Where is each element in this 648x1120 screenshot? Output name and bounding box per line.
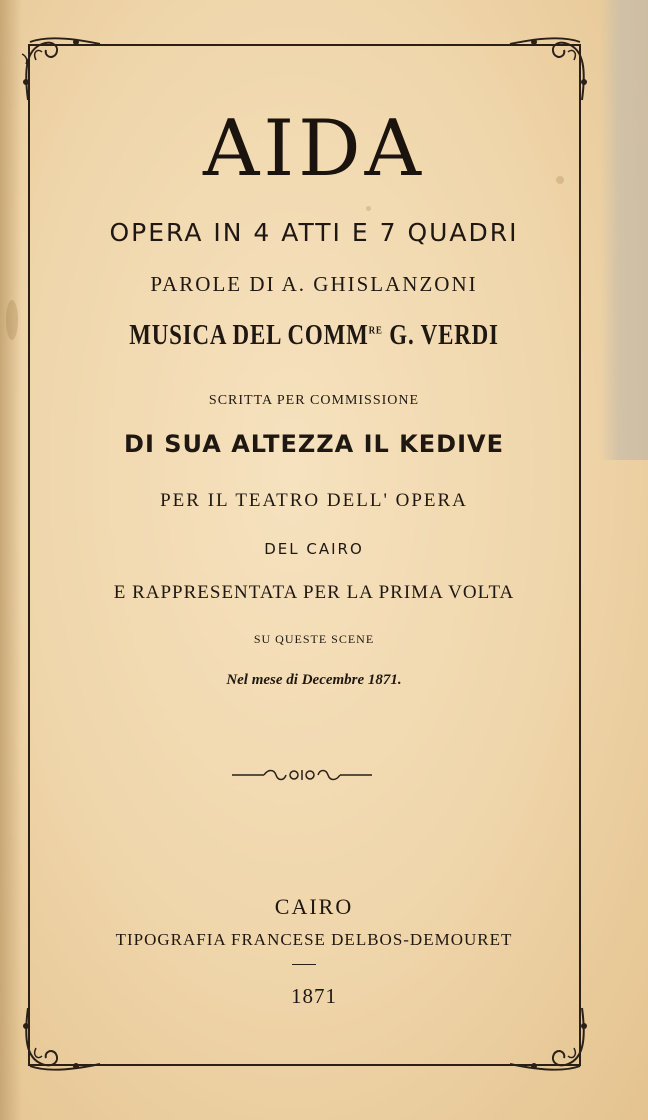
composer-name: G. VERDI xyxy=(382,320,499,351)
corner-ornament-icon xyxy=(16,30,102,108)
spine-shadow xyxy=(0,0,22,1120)
opera-subtitle: OPERA IN 4 ATTI E 7 QUADRI xyxy=(109,218,519,247)
corner-ornament-icon xyxy=(16,1000,102,1078)
composer-credit xyxy=(89,320,538,352)
corner-ornament-icon xyxy=(508,30,594,108)
premiere-line: E RAPPRESENTATA PER LA PRIMA VOLTA xyxy=(113,582,515,603)
commission-intro: SCRITTA PER COMMISSIONE xyxy=(208,393,420,408)
premiere-date: Nel mese di Decembre 1871. xyxy=(226,672,402,688)
composer-prefix: MUSICA DEL COMM xyxy=(129,320,369,351)
imprint-rule xyxy=(292,964,316,965)
flourish-divider-icon xyxy=(230,766,374,784)
venue-city: DEL CAIRO xyxy=(264,540,364,558)
paper-edge-strip xyxy=(600,0,648,460)
venue-line: PER IL TEATRO DELL' OPERA xyxy=(160,490,468,511)
imprint-city: CAIRO xyxy=(274,894,354,919)
foxing-spot xyxy=(6,300,18,340)
corner-ornament-icon xyxy=(508,1000,594,1078)
composer-title-abbrev: RE xyxy=(368,324,383,337)
imprint-printer: TIPOGRAFIA FRANCESE DELBOS-DEMOURET xyxy=(115,930,513,949)
scene-line: SU QUESTE SCENE xyxy=(253,632,375,646)
opera-title: AIDA xyxy=(202,104,425,194)
librettist-credit: PAROLE DI A. GHISLANZONI xyxy=(150,272,478,296)
patron-line: DI SUA ALTEZZA IL KEDIVE xyxy=(124,430,504,458)
imprint-year: 1871 xyxy=(291,984,337,1008)
